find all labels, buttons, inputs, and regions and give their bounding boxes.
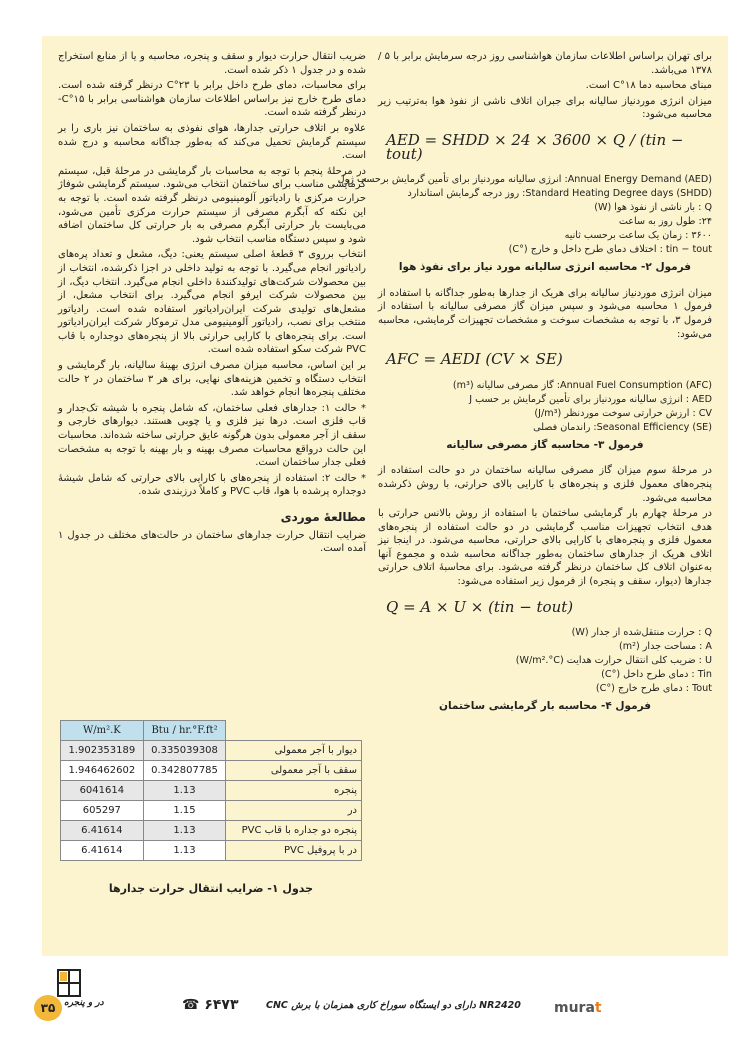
table-row [61,761,362,781]
formula-aed [386,130,712,163]
advertisement-text: NR2420 دارای دو ایستگاه سوراخ کاری همزمان با برش CNC [266,1000,521,1011]
magazine-name: در و پنجره [64,998,104,1008]
paragraph: برای محاسبات، دمای طرح داخل برابر با ۲۳°C درنظر گرفته شده است. دمای طرح خارج نیز براساس اطلاعات سازمان هواشناسی برابر با ۱۵°C- درنظر گرفته شده است. [58,80,366,119]
definition-item: CV : ارزش حرارتی سوخت موردنظر (J/m³) [534,407,712,419]
table-cell: 6.41614 [61,841,144,861]
table-cell: پنجره [226,781,362,801]
table-cell: در [226,801,362,821]
window-icon [32,966,88,1000]
paragraph: بر این اساس، محاسبه میزان مصرف انرژی بهینهٔ سالیانه، بار گرمایشی و انتخاب دستگاه و تخمین هزینه‌های نهایی، برای هر ۳ ساختمان در ۲ حالت مختلف پنجره‌ها انجام خواهد شد. [58,360,366,399]
definition-item: AED : انرژی سالیانه موردنیاز برای تأمین گرمایش بر حسب J [469,393,712,405]
paragraph: انتخاب برروی ۳ قطعهٔ اصلی سیستم یعنی: دیگ، مشعل و تعداد پره‌های رادیاتور انجام می‌گیرد. با توجه به تولید داخلی در اجزا ذکرشده، انتخاب از بین محصولات شرکت‌های تولیدکنندهٔ داخلی انجام می‌گیرد. انتخاب دیگ، از بین محصولات شرکت ایرفو انجام می‌گیرد. برای انتخاب مشعل، از مشعل‌های تولیدی شرکت ایران‌رادیاتور استفاده شده است. رادیاتور منتخب برای نصب، رادیاتور آلومینیومی مدل ترموکار شرکت ایران‌رادیاتور است. برای پنجره‌های با کارایی حرارتی بالا از پنجره‌های دوجداره با قاب PVC شرکت سکو استفاده شده است. [58,249,366,356]
paragraph: * حالت ۱: جدارهای فعلی ساختمان، که شامل پنجره با شیشه تک‌جدار و قاب فلزی است. درها نیز فلزی و یا چوبی هستند. دیوارهای خارجی و سقف از آجر معمولی بدون هرگونه عایق حرارتی ساخته شده‌اند. محاسبات این حالت درواقع محاسبات مصرف بهینه و بار بهینه با توجه به مشخصات فعلی جدار ساختمان است. [58,402,367,469]
table-header-cell: Btu / hr.°F.ft² [143,721,226,741]
formula-caption: فرمول ۳- محاسبه گاز مصرفی سالیانه [446,438,644,451]
table-cell: 605297 [61,801,144,821]
formula-definitions [378,379,712,435]
table-cell: در با پروفیل PVC [226,841,362,861]
definition-item: Q : بار ناشی از نفوذ هوا (W) [594,202,712,214]
table-cell: 6041614 [61,781,144,801]
table-caption: جدول ۱- ضرایب انتقال حرارت جدارها [108,882,314,895]
brand-logo [554,1000,602,1016]
table-cell: 1.13 [143,821,226,841]
definition-item: tin − tout : اختلاف دمای طرح داخل و خارج (°C) [508,244,712,256]
formula-afc [386,350,712,369]
formula-text: AED = SHDD × 24 × 3600 × Q / (tin − tout) [386,130,684,163]
table-row [61,781,362,801]
table-header-cell: W/m².K [61,721,144,741]
brand-accent: t [594,1000,602,1016]
table-header-row [61,721,362,741]
phone-number: ☎ ۶۴۷۳ [182,997,239,1013]
formula-caption: فرمول ۴- محاسبه بار گرمایشی ساختمان [439,700,651,713]
page-number: ۳۵ [34,995,62,1021]
paragraph: میزان انرژی موردنیاز سالیانه برای جبران اتلاف ناشی از نفوذ هوا به‌ترتیب زیر محاسبه می‌شود: [378,95,712,121]
definition-item: (SE) Seasonal Efficiency: راندمان فصلی [533,421,712,433]
left-column [58,50,366,558]
formula-text: Q = A × U × (tin − tout) [386,597,574,616]
definition-item: Tout : دمای طرح خارج (°C) [595,683,712,695]
paragraph: در مرحلهٔ سوم میزان گاز مصرفی سالیانه ساختمان در دو حالت استفاده از پنجره‌های معمول فلزی و پنجره‌های با کارایی بالای حرارتی، با روش ذکرشده محاسبه می‌شود. [378,465,712,504]
table-header-cell [226,721,362,741]
definition-item: (SHDD) Standard Heating Degree days: روز درجه گرمایش استاندارد [407,188,712,200]
definition-item: (AED) Annual Energy Demand: انرژی سالیانه موردنیاز برای تأمین گرمایش برحسب ژول [337,174,712,186]
formula-caption: فرمول ۲- محاسبه انرژی سالیانه مورد نیاز برای نفوذ هوا [398,261,692,274]
table-cell: سقف با آجر معمولی [226,761,362,781]
paragraph: میزان انرژی موردنیاز سالیانه برای هریک از جدارها به‌طور جداگانه با استفاده از فرمول ۱ محاسبه می‌شود و سپس میزان گاز مصرفی سالیانه با استفاده از فرمول ۳، با توجه به مشخصات سوخت و مشخصات تجهیزات گرمایشی، محاسبه می‌شود: [378,287,713,340]
paragraph: در مرحلهٔ پنجم با توجه به محاسبات بار گرمایشی در مرحلهٔ قبل، سیستم گرمایشی مناسب برای ساختمان انتخاب می‌شود. سیستم گرمایشی شوفاژ حرارت مرکزی با رادیاتور آلومینیومی درنظر گرفته شده است. با توجه به این نکته که آبگرم مصرفی از سیستم حرارت مرکزی تأمین می‌شود، می‌بایست بار حرارتی آبگرم مصرفی به بار حرارتی کل ساختمان اضافه شود و سپس دستگاه مناسب انتخاب شود. [58,165,366,245]
definition-item: ۳۶۰۰ : زمان یک ساعت برحسب ثانیه [564,230,712,242]
table-cell: 1.13 [143,841,226,861]
table-cell: 0.342807785 [143,761,226,781]
table-cell: پنجره دو جداره با قاب PVC [226,821,362,841]
table-row [61,741,362,761]
definition-item: (AFC) Annual Fuel Consumption: گاز مصرفی سالیانه (m³) [452,379,712,391]
table-row [61,841,362,861]
right-column [337,50,713,726]
table-cell: 1.946462602 [61,761,144,781]
paragraph: ضریب انتقال حرارت دیوار و سقف و پنجره، محاسبه و یا از منابع استخراج شده و در جدول ۱ ذکر شده است. [58,51,366,76]
paragraph: علاوه بر اتلاف حرارتی جدارها، هوای نفوذی به ساختمان نیز باری را بر سیستم گرمایش تحمیل می‌کند که به‌طور جداگانه محاسبه و درج شده است. [58,122,366,162]
brand-name: mura [554,1000,595,1016]
heat-transfer-table [60,720,362,861]
definition-item: Q : حرارت منتقل‌شده از جدار (W) [571,627,712,639]
table-cell: 1.902353189 [61,741,144,761]
paragraph: در مرحلهٔ چهارم بار گرمایشی ساختمان با استفاده از روش بالانس حرارتی با هدف انتخاب تجهیزات مناسب گرمایشی در دو حالت استفاده از پنجره‌های معمول فلزی و پنجره‌های با کارایی بالای حرارتی، محاسبه می‌شود. در اینجا نیز اتلاف هریک از جدارهای ساختمان به‌طور جداگانه محاسبه شده و مجموع آنها به‌عنوان اتلاف کل ساختمان درنظر گرفته می‌شود. برای محاسبهٔ اتلاف حرارتی جدارها (دیوار، سقف و پنجره) از فرمول زیر استفاده می‌شود: [378,508,712,588]
table-cell: 1.15 [143,801,226,821]
formula-definitions [378,626,712,696]
table-cell: 1.13 [143,781,226,801]
formula-definitions [337,173,712,257]
paragraph: مبنای محاسبه دما ۱۸°C است. [585,80,712,92]
definition-item: ۲۴: طول روز به ساعت [618,216,712,228]
table-cell: 0.335039308 [143,741,226,761]
paragraph: ضرایب انتقال حرارت جدارهای ساختمان در حالت‌های مختلف در جدول ۱ آمده است. [58,529,366,555]
definition-item: Tin : دمای طرح داخل (°C) [601,669,712,681]
table-row [61,801,362,821]
table-row [61,821,362,841]
definition-item: A : مساحت جدار (m²) [619,641,712,653]
formula-text: AFC = AEDI (CV × SE) [386,350,563,369]
section-heading: مطالعهٔ موردی [280,510,366,524]
table-cell: دیوار با آجر معمولی [226,741,362,761]
paragraph: برای تهران براساس اطلاعات سازمان هواشناسی روز درجه سرمایش برابر با ۵ / ۱۳۷۸ می‌باشد. [378,51,712,76]
paragraph: * حالت ۲: استفاده از پنجره‌های با کارایی بالای حرارتی که شامل شیشهٔ دوجداره پرشده با هوا، قاب PVC و کاملاً درزبندی شده. [58,472,367,498]
definition-item: U : ضریب کلی انتقال حرارت هدایت (W/m².°C) [515,655,712,667]
formula-q [386,597,712,616]
table-cell: 6.41614 [61,821,144,841]
